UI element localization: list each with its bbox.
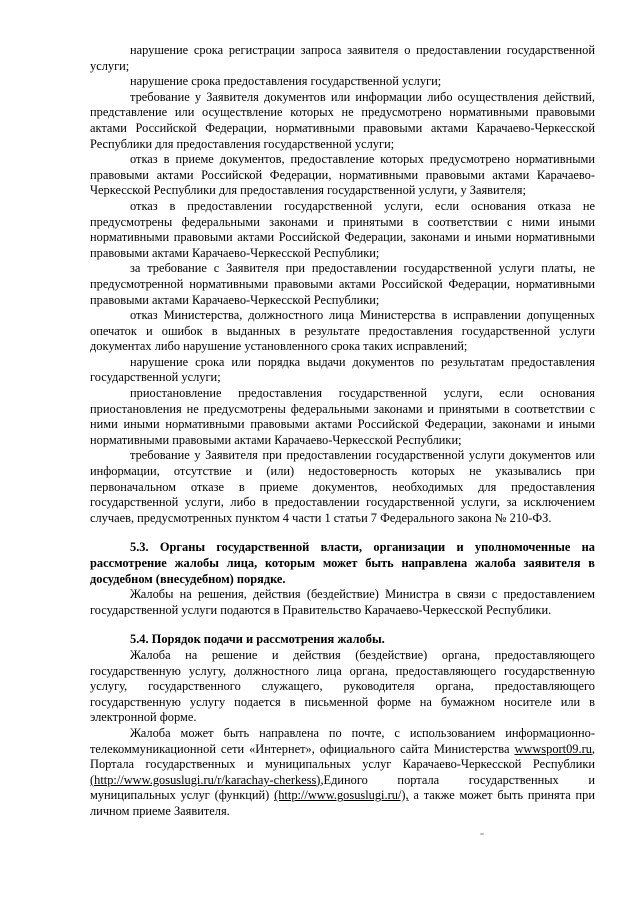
paragraph: нарушение срока предоставления государственной услуги; — [130, 74, 442, 89]
paragraph: отказ в предоставлении государственной услуги, если основания отказа не предусмотрены федеральными законами и принятыми в соответствии с ними иными нормативными правовыми актами Российской Федерации, законами и иными нормативными правовыми актами Карачаево-Черкесской Республики; — [90, 198, 595, 260]
spacer — [90, 526, 595, 540]
document-body — [90, 43, 595, 820]
paragraph: требование у Заявителя при предоставлении государственной услуги документов или информации, отсутствие и (или) недостоверность которых не указывались при первоначальном отказе в приеме документов, необходимых для предоставления государственной услуги, либо в предоставлении государственной услуги, за исключением случаев, предусмотренных пунктом 4 части 1 статьи 7 Федерального закона № 210-ФЗ. — [90, 448, 595, 525]
paragraph: за требование с Заявителя при предоставлении государственной услуги платы, не предусмотренной нормативными правовыми актами Российской Федерации, нормативными правовыми актами Карачаево-Черкесской Республики; — [90, 261, 595, 307]
section-heading-5-4: 5.4. Порядок подачи и рассмотрения жалобы. — [130, 632, 385, 647]
paragraph: отказ Министерства, должностного лица Министерства в исправлении допущенных опечаток и ошибок в выданных в результате предоставления государственной услуги документах либо нарушение установленного срока таких исправлений; — [90, 308, 595, 354]
paragraph: отказ в приеме документов, предоставление которых предусмотрено нормативными правовыми актами Российской Федерации, нормативными правовыми актами Карачаево-Черкесской Республики для предоставления государственной услуги, у Заявителя; — [90, 152, 595, 198]
ministry-site-link[interactable]: wwwsport09.ru — [514, 741, 592, 756]
spacer — [90, 618, 595, 632]
paragraph: нарушение срока регистрации запроса заявителя о предоставлении государственной услуги; — [90, 43, 595, 73]
text-segment: Жалоба может быть направлена по почте, с использованием информационно-телекоммуникационной сети «Интернет», официального сайта Министерства — [90, 725, 595, 756]
section-heading-5-3: 5.3. Органы государственной власти, организации и уполномоченные на рассмотрение жалобы лица, которым может быть направлена жалоба заявителя в досудебном (внесудебном) порядке. — [90, 540, 595, 586]
paragraph: нарушение срока или порядка выдачи документов по результатам предоставления государственной услуги; — [90, 354, 595, 385]
paragraph: требование у Заявителя документов или информации либо осуществления действий, представление или осуществление которых не предусмотрено нормативными правовыми актами Российской Федерации, нормативными правовыми актами Карачаево-Черкесской Республики для предоставления государственной услуги; — [90, 89, 595, 151]
section-text-5-3: Жалобы на решения, действия (бездействие) Министра в связи с предоставлением государственной услуги подаются в Правительство Карачаево-Черкесской Республики. — [90, 587, 595, 617]
text-segment: а также может быть принята при личном приеме Заявителя. — [90, 788, 595, 818]
paragraph: приостановление предоставления государственной услуги, если основания приостановления не предусмотрены федеральными законами и принятыми в соответствии с ними иными нормативными правовыми актами Российской Федерации, законами и иными нормативными правовыми актами Карачаево-Черкесской Республики; — [90, 386, 595, 447]
section-text-5-4: Жалоба на решение и действия (бездействие) органа, предоставляющего государственную услугу, должностного лица органа, предоставляющего государственную услугу, государственного служащего, руководителя органа, предоставляющего государственную услугу подается в письменной форме на бумажном носителе или в электронной форме. — [90, 647, 595, 725]
regional-portal-link[interactable]: (http://www.gosuslugi.ru/r/karachay-cherkess) — [90, 772, 321, 787]
text-segment: ,Единого портала государственных и муниципальных услуг (функций) — [90, 772, 595, 803]
scan-speck — [480, 833, 484, 835]
federal-portal-link[interactable]: (http://www.gosuslugi.ru/), — [274, 788, 409, 803]
section-text-5-4-contacts — [90, 726, 595, 820]
text-segment: , Портала государственных и муниципальных услуг Карачаево-Черкесской Республики — [90, 741, 595, 772]
